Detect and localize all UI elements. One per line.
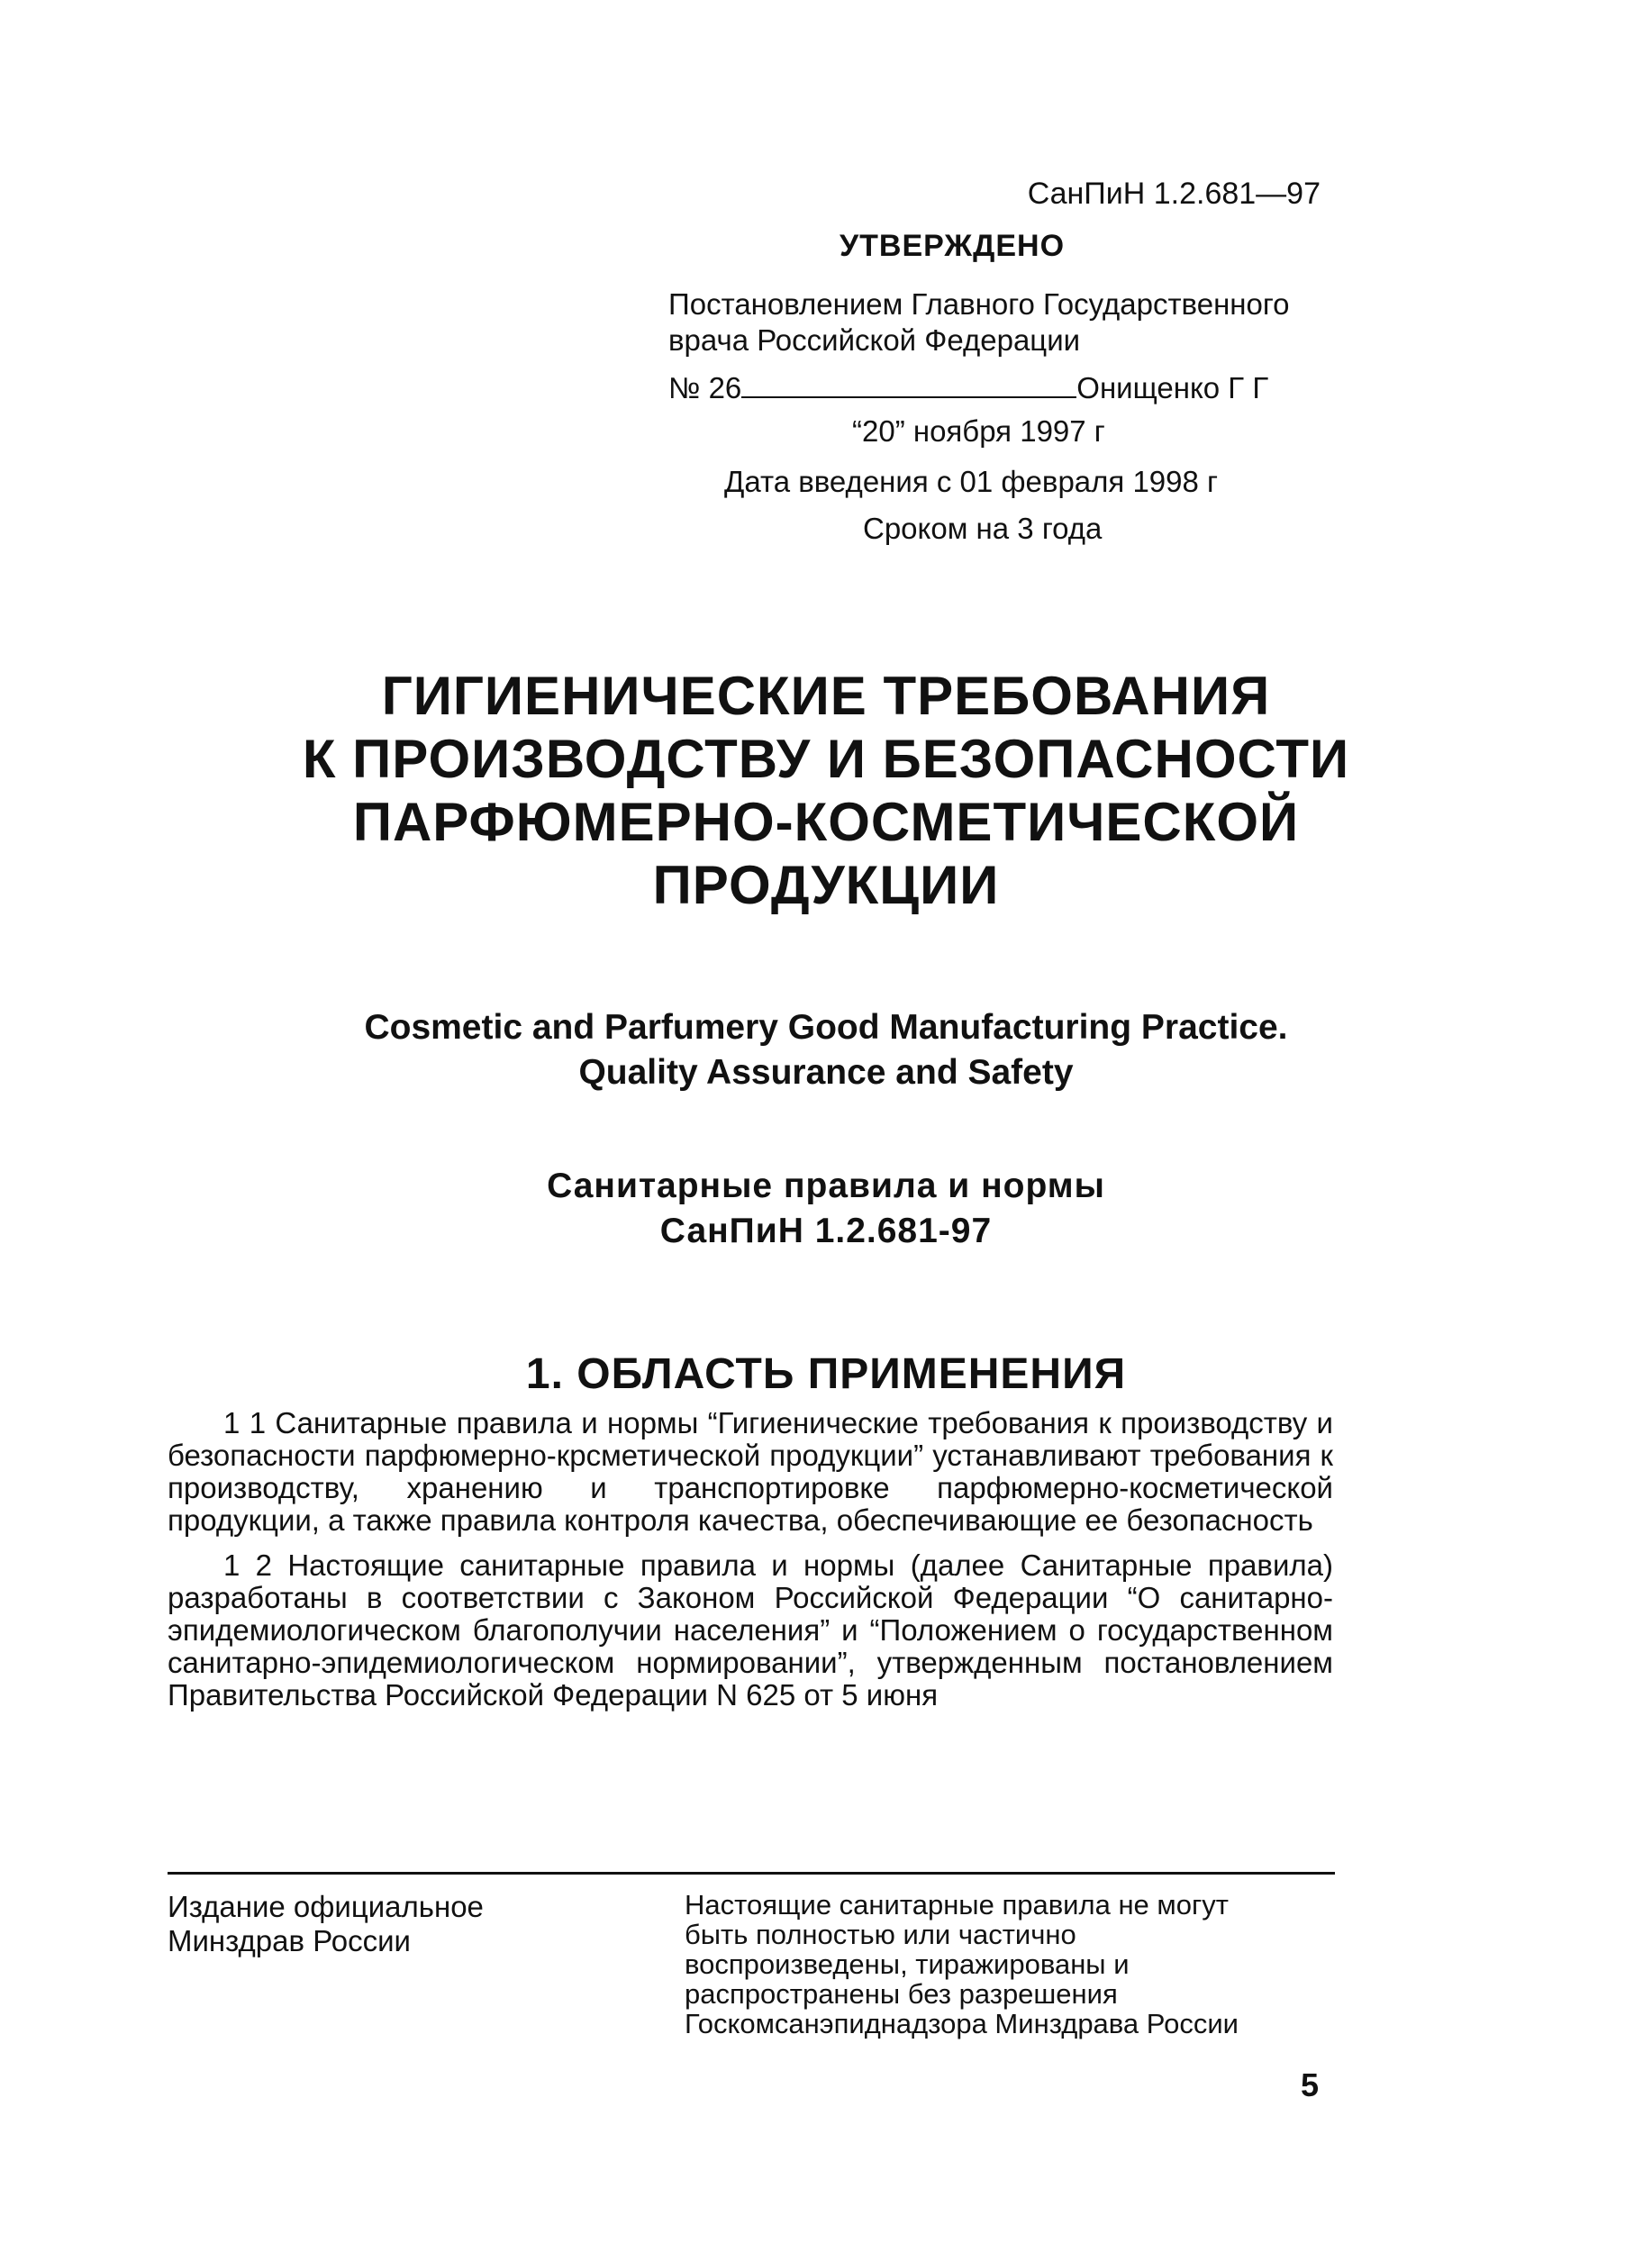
approval-line-2: врача Российской Федерации — [668, 323, 1081, 357]
title-line-3: ПАРФЮМЕРНО-КОСМЕТИЧЕСКОЙ — [352, 792, 1300, 852]
footer-left-line-1: Издание официальное — [168, 1890, 484, 1923]
signature-row — [668, 368, 1321, 406]
signature-line — [741, 368, 1076, 398]
english-title-line-1: Cosmetic and Parfumery Good Manufacturing Practice. — [364, 1008, 1288, 1047]
signatory-name: Онищенко Г Г — [1076, 371, 1269, 404]
resolution-number: № 26 — [668, 371, 742, 404]
title-line-2: К ПРОИЗВОДСТВУ И БЕЗОПАСНОСТИ — [302, 729, 1350, 789]
approval-date: “20” ноября 1997 г — [852, 414, 1105, 448]
footer-edition — [168, 1890, 484, 1958]
title-line-1: ГИГИЕНИЧЕСКИЕ ТРЕБОВАНИЯ — [381, 666, 1271, 726]
paragraph-1-1: 1 1 Санитарные правила и нормы “Гигиенические требования к производству и безопасности парфюмерно-крсметической продукции” устанавливают требования к производству, хранению и транспортировке парфюмерно-косметической продукции, а также правила контроля качества, обеспечивающие ее безопасность — [168, 1406, 1333, 1537]
subtitle-line-2: СанПиН 1.2.681-97 — [659, 1212, 993, 1250]
document-code: СанПиН 1.2.681—97 — [1027, 177, 1321, 211]
footer-right-line-3: воспроизведены, тиражированы и — [685, 1948, 1130, 1980]
footer-right-line-2: быть полностью или частично — [685, 1919, 1076, 1950]
footer-right-line-1: Настоящие санитарные правила не могут — [685, 1889, 1229, 1921]
english-title-line-2: Quality Assurance and Safety — [578, 1053, 1074, 1092]
section-heading: 1. ОБЛАСТЬ ПРИМЕНЕНИЯ — [525, 1350, 1127, 1398]
subtitle-line-1: Санитарные правила и нормы — [547, 1167, 1105, 1205]
document-subtitle — [0, 1164, 1652, 1254]
footer-divider — [168, 1872, 1335, 1875]
approved-label: УТВЕРЖДЕНО — [840, 229, 1066, 263]
english-title — [0, 1005, 1652, 1095]
footer-left-line-2: Минздрав России — [168, 1924, 411, 1957]
validity-term: Сроком на 3 года — [863, 512, 1103, 545]
approval-authority — [668, 286, 1335, 359]
paragraph-1-2: 1 2 Настоящие санитарные правила и нормы (далее Санитарные правила) разработаны в соответствии с Законом Российской Федерации “О санитарно- эпидемиологическом благополучии населения” и “Положением о государственном санитарно-эпидемиологическом нормировании”, утвержденным постановлением Правительства Российской Федерации N 625 от 5 июня — [168, 1548, 1333, 1712]
footer-right-line-5: Госкомсанэпиднадзора Минздрава России — [685, 2008, 1239, 2039]
approval-line-1: Постановлением Главного Государственного — [668, 287, 1290, 321]
footer-right-line-4: распространены без разрешения — [685, 1978, 1118, 2010]
introduction-date: Дата введения с 01 февраля 1998 г — [724, 465, 1219, 498]
page-number: 5 — [1300, 2066, 1319, 2103]
footer-copyright-notice — [685, 1890, 1342, 2039]
title-line-4: ПРОДУКЦИИ — [652, 855, 1000, 915]
section-body — [168, 1407, 1333, 1724]
document-title — [0, 665, 1652, 917]
